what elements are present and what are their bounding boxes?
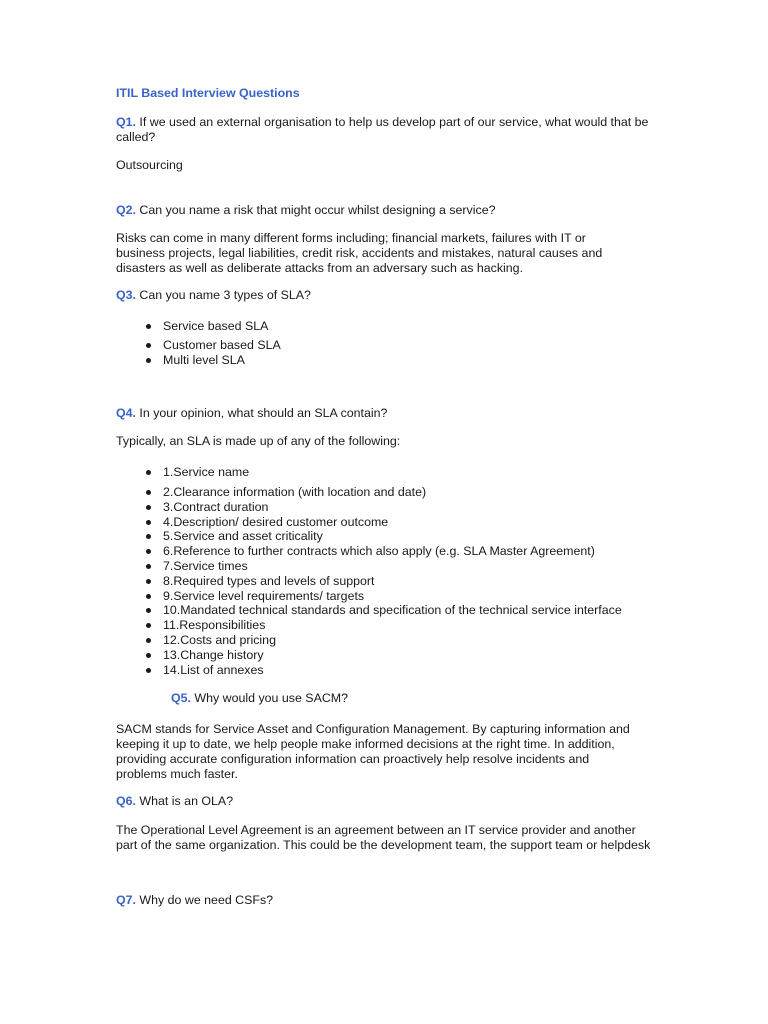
answer-6: The Operational Level Agreement is an agreement between an IT service provider and another part of the same organization. This could be the development team, the support team or helpdesk <box>116 823 651 852</box>
question-number: Q6. <box>116 794 136 809</box>
document-title: ITIL Based Interview Questions <box>116 86 300 100</box>
list-item: Customer based SLA <box>146 338 656 353</box>
question-number: Q1. <box>116 114 136 129</box>
question-text: Why would you use SACM? <box>190 691 348 706</box>
document-page <box>116 86 656 907</box>
list-item: 5.Service and asset criticality <box>146 529 656 544</box>
list-item: 3.Contract duration <box>146 500 656 515</box>
question-1 <box>116 115 656 145</box>
list-item: 11.Responsibilities <box>146 618 656 633</box>
question-text: If we used an external organisation to help us develop part of our service, what would that be called? <box>116 114 649 144</box>
question-text: In your opinion, what should an SLA contain? <box>135 405 388 420</box>
list-item: 10.Mandated technical standards and specification of the technical service interface <box>146 603 656 618</box>
question-text: Why do we need CSFs? <box>135 892 274 907</box>
question-5 <box>116 691 656 706</box>
list-item: Multi level SLA <box>146 353 656 368</box>
answer-2: Risks can come in many different forms including; financial markets, failures with IT or business projects, legal liabilities, credit risk, accidents and mistakes, natural causes and disasters as well as deliberate attacks from an adversary such as hacking. <box>116 230 603 275</box>
question-number: Q5. <box>171 691 191 706</box>
sla-contents-list <box>116 465 656 677</box>
list-item: 6.Reference to further contracts which also apply (e.g. SLA Master Agreement) <box>146 544 656 559</box>
question-number: Q7. <box>116 892 136 907</box>
question-text: Can you name a risk that might occur whilst designing a service? <box>135 203 496 218</box>
list-item: Service based SLA <box>146 319 656 334</box>
list-item: 13.Change history <box>146 648 656 663</box>
question-number: Q4. <box>116 405 136 420</box>
list-item: 8.Required types and levels of support <box>146 574 656 589</box>
answer-1: Outsourcing <box>116 158 183 173</box>
sla-types-list <box>116 319 656 367</box>
question-7 <box>116 893 656 908</box>
question-number: Q2. <box>116 203 136 218</box>
answer-5: SACM stands for Service Asset and Configuration Management. By capturing information and keeping it up to date, we help people make informed decisions at the right time. In addition, providing accurate configuration information can proactively help resolve incidents and problems much faster. <box>116 722 630 781</box>
list-item: 7.Service times <box>146 559 656 574</box>
question-3 <box>116 288 656 303</box>
list-item: 4.Description/ desired customer outcome <box>146 515 656 530</box>
question-2 <box>116 203 656 218</box>
list-item: 2.Clearance information (with location and date) <box>146 485 656 500</box>
question-6 <box>116 794 656 809</box>
question-text: What is an OLA? <box>135 794 234 809</box>
list-item: 14.List of annexes <box>146 663 656 678</box>
list-item: 1.Service name <box>146 465 656 480</box>
question-text: Can you name 3 types of SLA? <box>135 288 311 303</box>
list-item: 9.Service level requirements/ targets <box>146 589 656 604</box>
question-number: Q3. <box>116 288 136 303</box>
sla-contents-intro: Typically, an SLA is made up of any of the following: <box>116 434 401 449</box>
question-4 <box>116 406 656 421</box>
list-item: 12.Costs and pricing <box>146 633 656 648</box>
